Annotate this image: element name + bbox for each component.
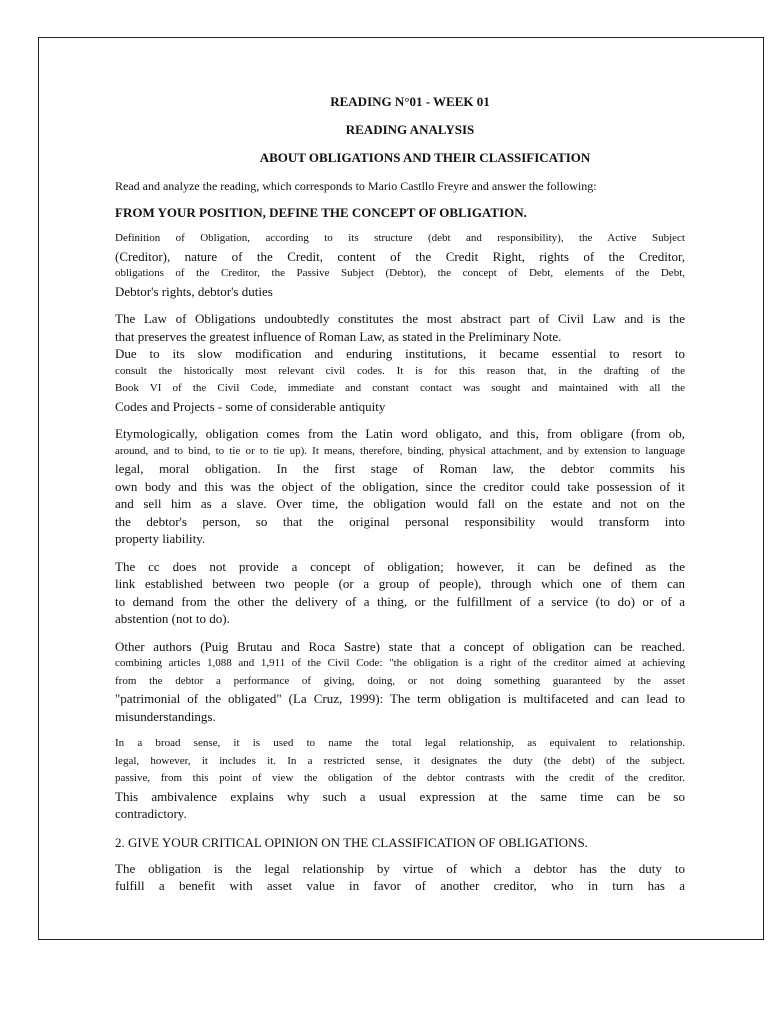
question-1-heading: FROM YOUR POSITION, DEFINE THE CONCEPT OF OBLIGATION. bbox=[115, 205, 527, 220]
text-line: "patrimonial of the obligated" (La Cruz, 1999): The term obligation is multifaceted and can lead to bbox=[115, 691, 685, 706]
instructions-text: Read and analyze the reading, which corresponds to Mario Castllo Freyre and answer the following: bbox=[115, 179, 597, 193]
question-2-heading: 2. GIVE YOUR CRITICAL OPINION ON THE CLASSIFICATION OF OBLIGATIONS. bbox=[115, 834, 588, 850]
text-line: abstention (not to do). bbox=[115, 611, 230, 626]
text-line: own body and this was the object of the obligation, since the creditor could take possession of it bbox=[115, 478, 685, 494]
text-line: legal, however, it includes it. In a restricted sense, it designates the duty (the debt) of the subject. bbox=[115, 754, 685, 767]
text-line: The obligation is the legal relationship by virtue of which a debtor has the duty to bbox=[115, 860, 685, 876]
paragraph-etymology bbox=[115, 425, 685, 548]
text-line: This ambivalence explains why such a usual expression at the same time can be so bbox=[115, 788, 685, 804]
text-line: legal, moral obligation. In the first stage of Roman law, the debtor commits his bbox=[115, 461, 685, 476]
text-line: and sell him as a slave. Over time, the obligation would fall on the estate and not on the bbox=[115, 496, 685, 511]
text-line: passive, from this point of view the obligation of the debtor contrasts with the credit of the creditor. bbox=[115, 772, 685, 784]
paragraph-other-authors bbox=[115, 638, 685, 726]
text-line: from the debtor a performance of giving, doing, or not doing something guaranteed by the asset bbox=[115, 674, 685, 687]
text-line: combining articles 1,088 and 1,911 of the Civil Code: "the obligation is a right of the creditor aimed at achieving bbox=[115, 657, 685, 669]
text-line: The Law of Obligations undoubtedly constitutes the most abstract part of Civil Law and is the bbox=[115, 311, 685, 326]
reading-number-title: READING N°01 - WEEK 01 bbox=[330, 94, 490, 109]
text-line: Definition of Obligation, according to its structure (debt and responsibility), the Active Subject bbox=[115, 232, 685, 244]
reading-analysis-title: READING ANALYSIS bbox=[345, 122, 475, 137]
text-line: consult the historically most relevant civil codes. It is for this reason that, in the drafting of the bbox=[115, 364, 685, 377]
text-line: misunderstandings. bbox=[115, 708, 216, 724]
paragraph-definition bbox=[115, 230, 685, 300]
paragraph-broad-sense bbox=[115, 735, 685, 823]
text-line: that preserves the greatest influence of Roman Law, as stated in the Preliminary Note. bbox=[115, 328, 562, 344]
paragraph-civil-code-concept bbox=[115, 558, 685, 628]
text-line: obligations of the Creditor, the Passive Subject (Debtor), the concept of Debt, elements of the Debt, bbox=[115, 267, 685, 279]
text-line: Book VI of the Civil Code, immediate and constant contact was sought and maintained with all the bbox=[115, 382, 685, 394]
text-line: Debtor's rights, debtor's duties bbox=[115, 283, 273, 299]
text-line: Other authors (Puig Brutau and Roca Sastre) state that a concept of obligation can be reached. bbox=[115, 638, 685, 654]
text-line: (Creditor), nature of the Credit, content of the Credit Right, rights of the Creditor, bbox=[115, 248, 685, 264]
text-line: contradictory. bbox=[115, 806, 187, 821]
document-page bbox=[38, 37, 764, 940]
text-line: around, and to bind, to tie or to tie up). It means, therefore, binding, physical attachment, and by extension to language bbox=[115, 444, 685, 457]
text-line: property liability. bbox=[115, 531, 206, 546]
text-line: The cc does not provide a concept of obligation; however, it can be defined as the bbox=[115, 558, 685, 574]
text-line: the debtor's person, so that the original personal responsibility would transform into bbox=[115, 513, 685, 529]
text-line: link established between two people (or a group of people), through which one of them can bbox=[115, 576, 685, 591]
text-line: fulfill a benefit with asset value in favor of another creditor, who in turn has a bbox=[115, 878, 685, 893]
paragraph-classification bbox=[115, 860, 685, 895]
text-line: Etymologically, obligation comes from the Latin word obligato, and this, from obligare (from ob, bbox=[115, 426, 685, 441]
text-line: to demand from the other the delivery of a thing, or the fulfillment of a service (to do) or of a bbox=[115, 593, 685, 609]
text-line: In a broad sense, it is used to name the total legal relationship, as equivalent to relationship. bbox=[115, 737, 685, 749]
document-title: ABOUT OBLIGATIONS AND THEIR CLASSIFICATION bbox=[259, 150, 591, 165]
text-line: Codes and Projects - some of considerable antiquity bbox=[115, 398, 386, 414]
text-line: Due to its slow modification and enduring institutions, it became essential to resort to bbox=[115, 346, 685, 361]
paragraph-law-of-obligations bbox=[115, 310, 685, 415]
document-content bbox=[115, 95, 685, 895]
